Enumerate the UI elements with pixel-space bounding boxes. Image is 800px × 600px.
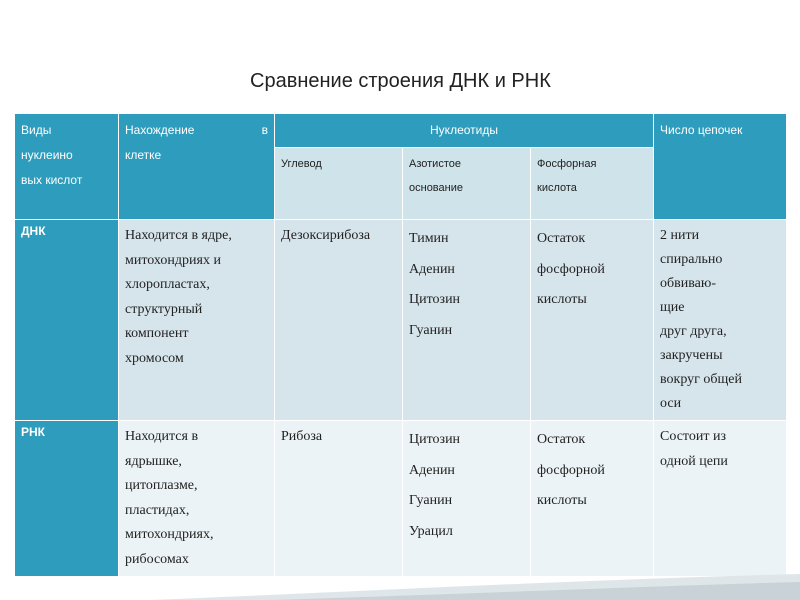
subheader-cell-sugar bbox=[275, 148, 403, 220]
subheader-phosphate-line: кислота bbox=[537, 182, 577, 194]
cell-line: Рибоза bbox=[281, 429, 323, 444]
subheader-cell-phosphate bbox=[531, 148, 654, 220]
header-location-word: клетке bbox=[125, 148, 162, 162]
cell-line: друг друга, bbox=[660, 324, 727, 339]
dna-sugar-cell bbox=[275, 220, 403, 421]
row-label-rna: РНК bbox=[15, 421, 119, 577]
cell-line: Находится в ядре, bbox=[125, 228, 232, 243]
header-types-line: Виды bbox=[21, 123, 52, 137]
cell-line: Аденин bbox=[409, 462, 455, 478]
cell-line: вокруг общей bbox=[660, 372, 742, 387]
decorative-swoosh bbox=[150, 572, 800, 600]
cell-line: Состоит из bbox=[660, 429, 726, 444]
cell-line: цитоплазме, bbox=[125, 478, 198, 493]
cell-line: рибосомах bbox=[125, 551, 189, 567]
cell-line: ядрышке, bbox=[125, 453, 182, 469]
cell-line: Гуанин bbox=[409, 493, 453, 508]
comparison-table bbox=[14, 113, 787, 577]
dna-phosphate-cell bbox=[531, 220, 654, 421]
rna-phosphate-cell bbox=[531, 421, 654, 577]
cell-line: пластидах, bbox=[125, 502, 190, 518]
cell-line: хлоропластах, bbox=[125, 277, 210, 292]
subheader-base-line: основание bbox=[409, 182, 463, 194]
header-types-line: вых кислот bbox=[21, 173, 83, 187]
cell-line: кислоты bbox=[537, 493, 587, 508]
cell-line: фосфорной bbox=[537, 261, 605, 277]
cell-line: Дезоксирибоза bbox=[281, 228, 371, 243]
subheader-sugar-label: Углевод bbox=[281, 158, 322, 170]
header-location-word: Нахождение bbox=[125, 123, 195, 137]
header-cell-types bbox=[15, 114, 119, 220]
cell-line: Находится в bbox=[125, 429, 199, 444]
cell-line: закручены bbox=[660, 348, 723, 363]
cell-line: митохондриях, bbox=[125, 527, 214, 542]
row-label-dna: ДНК bbox=[15, 220, 119, 421]
header-location-word: в bbox=[261, 123, 268, 137]
header-cell-location bbox=[119, 114, 275, 220]
subheader-phosphate-line: Фосфорная bbox=[537, 158, 597, 170]
subheader-cell-base bbox=[403, 148, 531, 220]
rna-chains-cell bbox=[654, 421, 787, 577]
cell-line: спирально bbox=[660, 252, 723, 267]
cell-line: Тимин bbox=[409, 231, 449, 246]
dna-location-cell bbox=[119, 220, 275, 421]
cell-line: обвиваю- bbox=[660, 276, 717, 291]
header-cell-chains bbox=[654, 114, 787, 220]
header-cell-nucleotides bbox=[275, 114, 654, 148]
rna-bases-cell bbox=[403, 421, 531, 577]
cell-line: митохондриях и bbox=[125, 252, 221, 268]
cell-line: Цитозин bbox=[409, 432, 461, 447]
header-nucleotides-label: Нуклеотиды bbox=[430, 123, 498, 137]
cell-line: компонент bbox=[125, 326, 189, 341]
cell-line: Аденин bbox=[409, 261, 455, 277]
cell-line: одной цепи bbox=[660, 453, 728, 469]
subheader-base-line: Азотистое bbox=[409, 158, 461, 170]
table-row-dna bbox=[15, 220, 787, 421]
cell-line: кислоты bbox=[537, 292, 587, 307]
rna-sugar-cell bbox=[275, 421, 403, 577]
cell-line: хромосом bbox=[125, 350, 184, 366]
header-types-line: нуклеино bbox=[21, 148, 73, 162]
dna-bases-cell bbox=[403, 220, 531, 421]
cell-line: фосфорной bbox=[537, 462, 605, 478]
cell-line: Урацил bbox=[409, 523, 453, 539]
cell-line: структурный bbox=[125, 301, 203, 317]
header-chains-label: Число цепочек bbox=[660, 123, 743, 137]
cell-line: Цитозин bbox=[409, 292, 461, 307]
cell-line: 2 нити bbox=[660, 228, 700, 243]
cell-line: Остаток bbox=[537, 231, 586, 246]
page-title: Сравнение строения ДНК и РНК bbox=[250, 70, 551, 92]
cell-line: щие bbox=[660, 300, 685, 315]
rna-location-cell bbox=[119, 421, 275, 577]
dna-chains-cell bbox=[654, 220, 787, 421]
cell-line: Остаток bbox=[537, 432, 586, 447]
cell-line: оси bbox=[660, 396, 682, 411]
cell-line: Гуанин bbox=[409, 322, 453, 338]
table-row-rna bbox=[15, 421, 787, 577]
